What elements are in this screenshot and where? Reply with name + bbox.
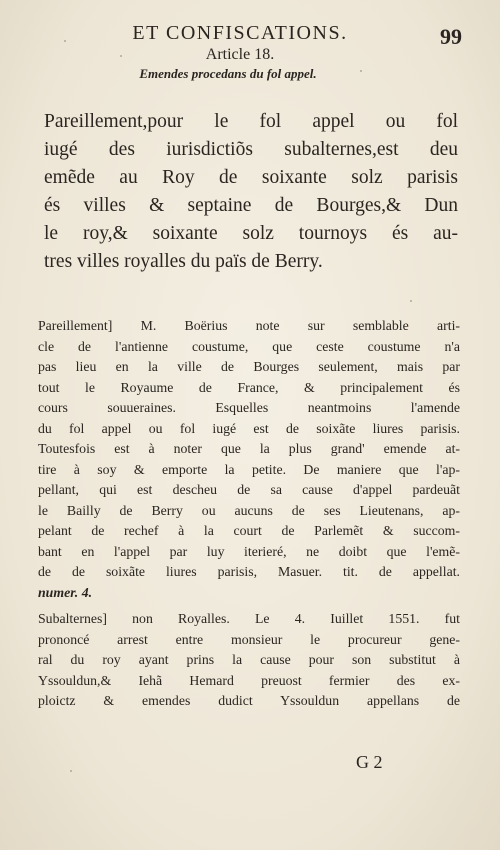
commentary-line: ral du roy ayant prins la cause pour son substitut à — [38, 652, 460, 667]
main-text-line: tres villes royalles du païs de Berry. — [44, 251, 323, 272]
commentary-line: Yssouldun,& Iehã Hemard preuost fermier des ex- — [38, 672, 460, 688]
commentary-line: Toutesfois est à noter que la plus grand' emende at- — [38, 441, 460, 456]
article-heading: Article 18. — [205, 46, 275, 63]
commentary-line: cle de l'antienne coustume, que ceste coustume n'a — [38, 338, 460, 354]
commentary-line: Subalternes] non Royalles. Le 4. Iuillet 1551. fut — [38, 611, 460, 626]
main-text-line: és villes & septaine de Bourges,& Dun — [44, 195, 458, 216]
paper-speck — [64, 40, 66, 42]
commentary-line: cours souueraines. Esquelles neantmoins l'amende — [38, 400, 460, 415]
commentary-line: tire à soy & emporte la petite. De maniere que l'ap- — [38, 461, 460, 477]
article-subtitle: Emendes procedans du fol appel. — [139, 66, 317, 81]
commentary-block — [38, 316, 460, 712]
commentary-line: numer. 4. — [38, 584, 93, 600]
paper-speck — [410, 300, 412, 302]
commentary-line: du fol appel ou fol iugé est de soixãte liures parisis. — [38, 420, 460, 436]
commentary-line: bant en l'appel par luy iterieré, ne doibt que l'emẽ- — [38, 543, 460, 559]
commentary-line: tout le Royaume de France, & principalement és — [38, 379, 460, 395]
commentary-paragraph-1 — [38, 316, 460, 603]
running-title: ET CONFISCATIONS. — [132, 22, 348, 44]
main-text-line: iugé des iurisdictiõs subalternes,est deu — [44, 139, 458, 160]
main-article-text — [44, 108, 458, 276]
main-text-line: le roy,& soixante solz tournoys és au- — [44, 223, 458, 244]
signature-mark: G 2 — [356, 752, 383, 772]
commentary-line: ploictz & emendes dudict Yssouldun appellans de — [38, 693, 460, 708]
main-text-line: Pareillement,pour le fol appel ou fol — [44, 111, 458, 132]
commentary-line: Pareillement] M. Boërius note sur semblable arti- — [38, 318, 460, 333]
commentary-paragraph-2 — [38, 609, 460, 712]
page-number: 99 — [440, 24, 462, 49]
commentary-line: prononcé arrest entre monsieur le procureur gene- — [38, 631, 460, 647]
commentary-line: de de soixãte liures parisis, Masuer. tit. de appellat. — [38, 564, 460, 579]
paper-speck — [120, 55, 122, 57]
paper-speck — [70, 770, 72, 772]
commentary-line: le Bailly de Berry ou aucuns de ses Lieutenans, ap- — [38, 502, 460, 518]
commentary-line: pelant de rechef à la court de Parlemẽt & succom- — [38, 523, 460, 538]
main-text-line: emẽde au Roy de soixante solz parisis — [44, 167, 458, 188]
commentary-line: pas lieu en la ville de Bourges seulement, mais par — [38, 359, 460, 374]
commentary-line: pellant, qui est descheu de sa cause d'appel pardeuãt — [38, 482, 460, 497]
paper-speck — [360, 70, 362, 72]
